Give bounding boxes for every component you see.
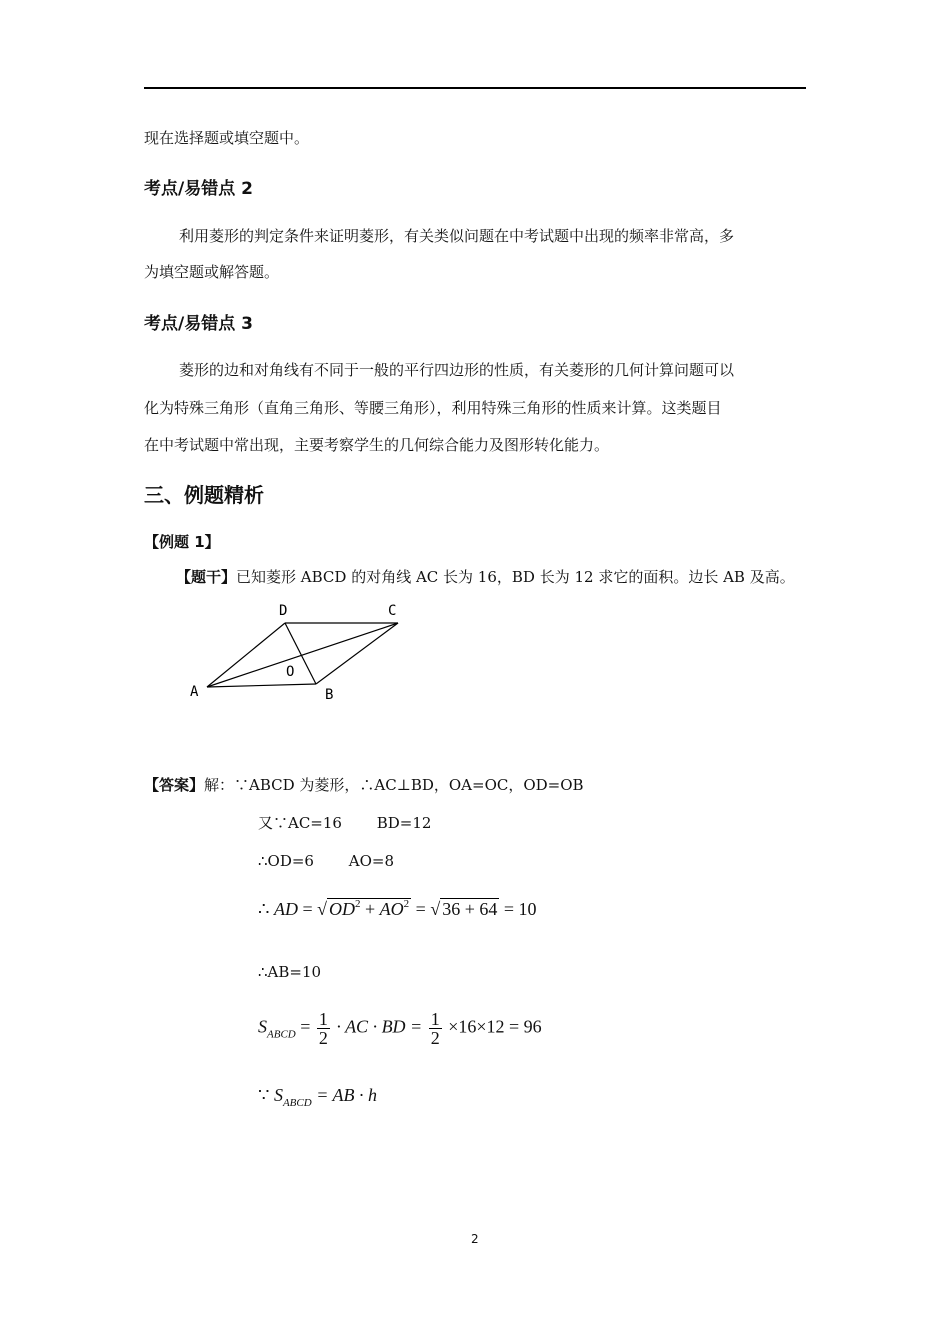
- radicand-2: 36 + 64: [442, 899, 498, 919]
- side-ba: [207, 684, 316, 687]
- point3-line3: 在中考试题中常出现，主要考察学生的几何综合能力及图形转化能力。: [144, 436, 610, 454]
- vertex-label-d: D: [279, 603, 288, 619]
- point2-line1: 利用菱形的判定条件来证明菱形，有关类似问题在中考试题中出现的频率非常高，多: [179, 227, 735, 245]
- header-rule: [144, 87, 806, 89]
- area-middle: · AC · BD =: [336, 1016, 423, 1037]
- sqrt-symbol-2: √: [430, 899, 441, 919]
- area-symbol: S: [258, 1016, 267, 1037]
- because-symbol: ∵: [258, 1085, 270, 1105]
- equation-height: ∵ $S_{ABCD}$ = AB · h: [258, 1085, 377, 1109]
- rhombus-figure: [180, 595, 420, 707]
- example-stem: [176, 567, 795, 587]
- center-label-o: O: [286, 664, 295, 680]
- fraction-half-2: $\frac{1}{2}$: [430, 1009, 440, 1048]
- answer-line1-text: 解：∵ABCD 为菱形，∴AC⊥BD，OA=OC，OD=OB: [204, 776, 584, 794]
- side-cb: [316, 623, 398, 684]
- point2-heading: 考点/易错点 2: [144, 179, 253, 199]
- page-number: 2: [471, 1232, 479, 1246]
- vertex-label-b: B: [325, 687, 334, 703]
- sqrt-symbol: √: [317, 899, 327, 919]
- equation-ad: [258, 898, 537, 920]
- area-subscript: ABCD: [267, 1028, 296, 1041]
- diagonal-ac: [207, 623, 398, 687]
- answer-line5: ∴AB=10: [258, 963, 322, 981]
- continuation-text: 现在选择题或填空题中。: [144, 129, 310, 147]
- answer-line1: [144, 775, 584, 795]
- equals-sign-2: =: [415, 899, 426, 919]
- answer-line3: ∴OD=6 AO=8: [258, 852, 394, 870]
- answer-tag: 【答案】: [144, 776, 205, 794]
- vertex-label-c: C: [388, 603, 397, 619]
- stem-tag: 【题干】: [176, 568, 237, 586]
- therefore-symbol: ∴: [258, 899, 270, 919]
- ad-term: AD: [273, 899, 298, 919]
- radicand-1: $OD^2 + AO^2$: [329, 898, 410, 919]
- equation-area: $S_{ABCD}$ = $\frac{1}{2}$ · AC · BD = $\frac{1}{2}$ ×16×12 = 96: [258, 1009, 542, 1048]
- example-label: 【例题 1】: [144, 533, 220, 551]
- point3-line1: 菱形的边和对角线有不同于一般的平行四边形的性质，有关菱形的几何计算问题可以: [179, 361, 735, 379]
- section-title: 三、例题精析: [144, 483, 264, 507]
- vertex-label-a: A: [190, 684, 199, 700]
- stem-text: 已知菱形 ABCD 的对角线 AC 长为 16，BD 长为 12 求它的面积。边长 AB 及高。: [236, 568, 795, 586]
- ad-result: = 10: [503, 899, 537, 919]
- answer-line2: 又∵AC=16 BD=12: [258, 814, 432, 832]
- side-ad: [207, 623, 285, 687]
- point2-line2: 为填空题或解答题。: [144, 263, 280, 281]
- fraction-half-1: $\frac{1}{2}$: [318, 1009, 328, 1048]
- height-rhs: = AB · h: [316, 1085, 377, 1105]
- equals-sign: =: [302, 899, 313, 919]
- point3-line2: 化为特殊三角形（直角三角形、等腰三角形），利用特殊三角形的性质来计算。这类题目: [144, 399, 722, 417]
- point3-heading: 考点/易错点 3: [144, 314, 253, 334]
- area-result: ×16×12 = 96: [448, 1016, 542, 1037]
